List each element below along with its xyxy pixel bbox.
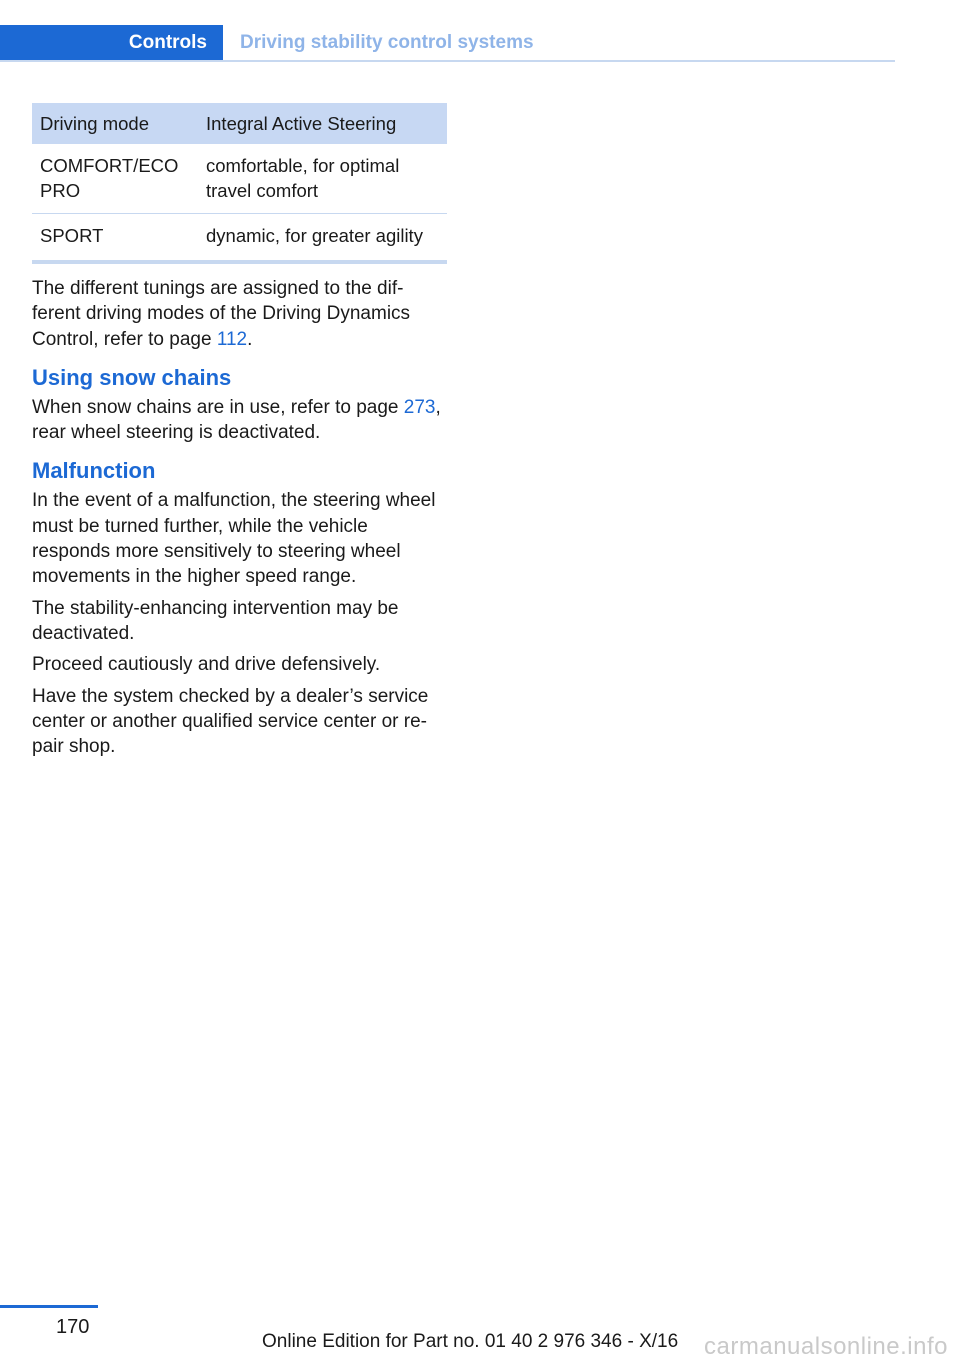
malfunction-paragraph-4: Have the system checked by a dealer’s service center or another qualified service center or re‐pair shop. xyxy=(32,685,429,758)
table-row xyxy=(32,214,447,263)
table-header-row xyxy=(32,103,447,144)
column-header-steering: Integral Active Steering xyxy=(198,103,447,144)
page-content xyxy=(32,276,450,765)
table-cell-mode: COMFORT/ECO PRO xyxy=(32,144,198,214)
intro-text-end: . xyxy=(247,328,253,350)
page-link-112[interactable]: 112 xyxy=(216,328,248,350)
table-cell-mode: SPORT xyxy=(32,214,198,263)
chapter-tab[interactable]: Controls xyxy=(0,25,223,61)
intro-paragraph xyxy=(32,276,450,352)
malfunction-heading: Malfunction xyxy=(32,458,156,484)
header-rule xyxy=(0,60,895,62)
malfunction-paragraph-1: In the event of a malfunction, the steering wheel must be turned further, while the vehicle responds more sensitively to steering wheel movements in the higher speed range. xyxy=(32,490,436,588)
footer-rule xyxy=(0,1305,98,1308)
edition-text: Online Edition for Part no. 01 40 2 976 346 - X/16 xyxy=(262,1331,679,1352)
table-cell-description: comfortable, for optimal travel comfort xyxy=(198,144,447,214)
snow-chains-paragraph xyxy=(32,395,450,446)
snow-text: When snow chains are in use, refer to page xyxy=(32,396,404,418)
table-row xyxy=(32,144,447,214)
watermark: carmanualsonline.info xyxy=(704,1333,948,1360)
column-header-driving-mode: Driving mode xyxy=(32,103,198,144)
page-link-273[interactable]: 273 xyxy=(403,396,436,418)
section-title[interactable]: Driving stability control systems xyxy=(240,32,534,53)
snow-text-end: , rear wheel steering is deactivated. xyxy=(32,396,441,444)
page-header xyxy=(0,25,895,62)
malfunction-paragraph-2: The stability‐enhancing intervention may be deactivated. xyxy=(32,597,399,644)
driving-mode-table xyxy=(32,103,447,264)
snow-chains-heading: Using snow chains xyxy=(32,364,232,390)
malfunction-paragraph-3: Proceed cautiously and drive defensively. xyxy=(32,654,381,676)
page-number: 170 xyxy=(56,1316,90,1338)
intro-text: The different tunings are assigned to the dif‐ferent driving modes of the Driving Dynamics Control, refer to page xyxy=(32,278,411,350)
table-cell-description: dynamic, for greater agility xyxy=(198,214,447,263)
